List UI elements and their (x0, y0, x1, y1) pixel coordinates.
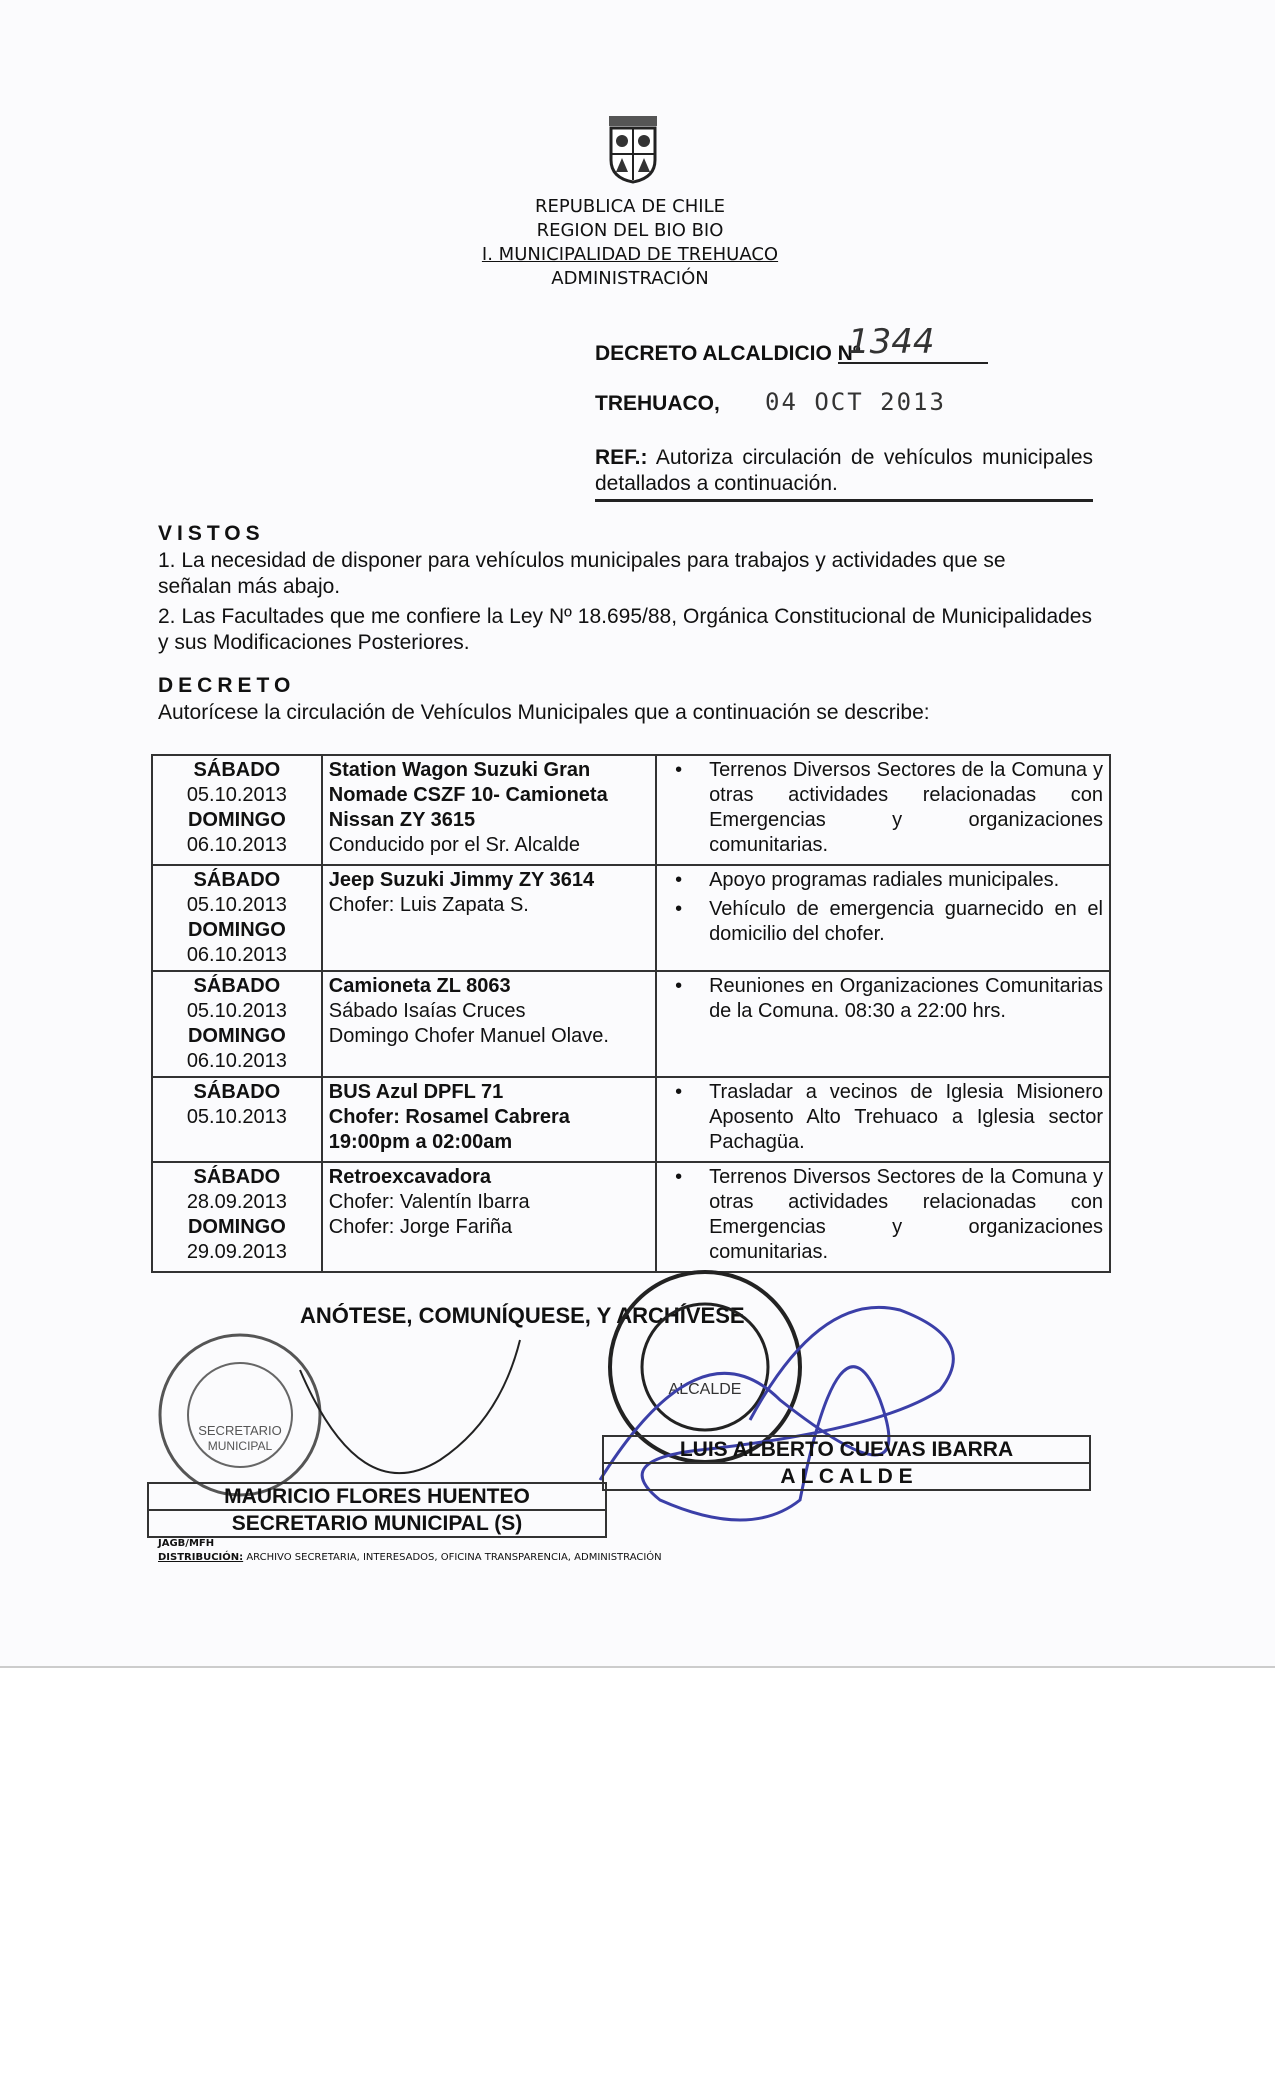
dates-cell (152, 865, 322, 971)
date-line: SÁBADO (193, 975, 281, 997)
table-row (152, 1077, 1110, 1162)
initials: JAGB/MFH (158, 1538, 215, 1549)
ref-label: REF.: (595, 446, 648, 469)
svg-text:MUNICIPAL: MUNICIPAL (207, 1439, 273, 1453)
vehicle-line: BUS Azul DPFL 71 (328, 1081, 504, 1103)
date-line: DOMINGO (187, 919, 286, 941)
vehicle-cell (322, 755, 656, 865)
distribution (158, 1552, 662, 1563)
coat-of-arms-logo (603, 112, 663, 184)
vehicle-line: Sábado Isaías Cruces (328, 1000, 526, 1022)
header-republic: REPUBLICA DE CHILE (535, 196, 725, 217)
vehicle-cell (322, 1162, 656, 1272)
mayor-title: A L C A L D E (780, 1465, 913, 1488)
activities-cell (656, 1077, 1110, 1162)
vehicle-line: Chofer: Jorge Fariña (328, 1216, 513, 1238)
decreto-heading: DECRETO (158, 674, 296, 697)
vehicle-line: Retroexcavadora (328, 1166, 492, 1188)
decree-label: DECRETO ALCALDICIO Nº (595, 342, 861, 365)
header-department: ADMINISTRACIÓN (551, 268, 709, 289)
svg-text:SECRETARIO: SECRETARIO (198, 1423, 282, 1438)
secretary-title: SECRETARIO MUNICIPAL (S) (231, 1512, 523, 1535)
date-line: 06.10.2013 (186, 944, 287, 966)
activity-item: • Vehículo de emergencia guarnecido en el domicilio del chofer. (669, 897, 1103, 947)
date-line: SÁBADO (193, 869, 281, 891)
activities-cell (656, 1162, 1110, 1272)
vehicle-cell (322, 865, 656, 971)
secretary-name: MAURICIO FLORES HUENTEO (149, 1484, 605, 1511)
place-label: TREHUACO, (595, 392, 720, 415)
activity-item: • Apoyo programas radiales municipales. (669, 868, 1103, 893)
vehicle-line: Chofer: Rosamel Cabrera (328, 1106, 570, 1128)
activities-cell (656, 971, 1110, 1077)
vehicle-line: Jeep Suzuki Jimmy ZY 3614 (328, 869, 595, 891)
vehicle-line: Conducido por el Sr. Alcalde (328, 834, 581, 856)
date-line: DOMINGO (187, 1025, 286, 1047)
vehicle-line: Domingo Chofer Manuel Olave. (328, 1025, 609, 1047)
date-line: SÁBADO (193, 1081, 281, 1103)
date-line: 06.10.2013 (186, 834, 287, 856)
activity-item: • Terrenos Diversos Sectores de la Comuna y otras actividades relacionadas con Emergencias y organizaciones comunitarias. (669, 758, 1103, 858)
date-line: 05.10.2013 (186, 1106, 287, 1128)
vistos-item-2: 2. Las Facultades que me confiere la Ley Nº 18.695/88, Orgánica Constitucional de Municipalidades y sus Modificaciones Posteriores. (158, 605, 1092, 654)
table-row (152, 1162, 1110, 1272)
decree-number: 1344 (838, 322, 988, 364)
activities-cell (656, 865, 1110, 971)
header-municipality: I. MUNICIPALIDAD DE TREHUACO (481, 244, 779, 265)
dates-cell (152, 755, 322, 865)
vehicle-line: Station Wagon Suzuki Gran Nomade CSZF 10- Camioneta Nissan ZY 3615 (328, 759, 608, 831)
activity-item: • Terrenos Diversos Sectores de la Comuna y otras actividades relacionadas con Emergencias y organizaciones comunitarias. (669, 1165, 1103, 1265)
header-region: REGION DEL BIO BIO (536, 220, 724, 241)
closing-formula: ANÓTESE, COMUNÍQUESE, Y ARCHÍVESE (300, 1303, 745, 1328)
reference (595, 445, 1093, 502)
vehicle-line: Chofer: Valentín Ibarra (328, 1191, 530, 1213)
dates-cell (152, 1077, 322, 1162)
vehicle-line: Camioneta ZL 8063 (328, 975, 511, 997)
vehicle-line: Chofer: Luis Zapata S. (328, 894, 529, 916)
dates-cell (152, 971, 322, 1077)
date-line: 05.10.2013 (186, 1000, 287, 1022)
date-line: 06.10.2013 (186, 1050, 287, 1072)
activity-item: • Reuniones en Organizaciones Comunitarias de la Comuna. 08:30 a 22:00 hrs. (669, 974, 1103, 1024)
decree-date-stamp: 04 OCT 2013 (765, 388, 946, 416)
table-row (152, 971, 1110, 1077)
vehicle-line: 19:00pm a 02:00am (328, 1131, 513, 1153)
vehicle-cell (322, 1077, 656, 1162)
date-line: 28.09.2013 (186, 1191, 287, 1213)
distribution-list: ARCHIVO SECRETARIA, INTERESADOS, OFICINA TRANSPARENCIA, ADMINISTRACIÓN (243, 1552, 662, 1563)
dates-cell (152, 1162, 322, 1272)
vistos-heading: VISTOS (158, 522, 265, 545)
ref-text: Autoriza circulación de vehículos municipales detallados a continuación. (595, 446, 1093, 495)
date-line: 29.09.2013 (186, 1241, 287, 1263)
table-row (152, 865, 1110, 971)
vistos-item-1: 1. La necesidad de disponer para vehículos municipales para trabajos y actividades que se señalan más abajo. (158, 549, 1006, 598)
table-row (152, 755, 1110, 865)
secretary-signature-block (147, 1482, 607, 1538)
date-line: DOMINGO (187, 1216, 286, 1238)
mayor-name: LUIS ALBERTO CUEVAS IBARRA (604, 1437, 1089, 1464)
activities-cell (656, 755, 1110, 865)
date-line: 05.10.2013 (186, 784, 287, 806)
date-line: DOMINGO (187, 809, 286, 831)
distribution-label: DISTRIBUCIÓN: (158, 1552, 244, 1563)
date-line: SÁBADO (193, 759, 281, 781)
vehicles-table (151, 754, 1111, 1273)
activity-item: • Trasladar a vecinos de Iglesia Misionero Aposento Alto Trehuaco a Iglesia sector Pachagüa. (669, 1080, 1103, 1155)
date-line: 05.10.2013 (186, 894, 287, 916)
date-line: SÁBADO (193, 1166, 281, 1188)
vehicle-cell (322, 971, 656, 1077)
decreto-text: Autorícese la circulación de Vehículos Municipales que a continuación se describe: (158, 701, 930, 724)
svg-text:ALCALDE: ALCALDE (668, 1381, 742, 1398)
mayor-signature-block (602, 1435, 1091, 1491)
